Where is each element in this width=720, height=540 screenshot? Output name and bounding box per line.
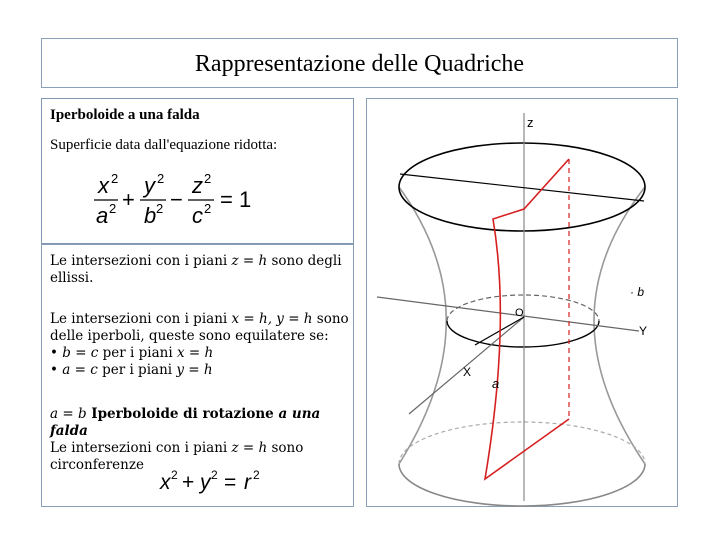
eq-x-num: x [98,173,109,198]
hyperboloid-equation [90,169,270,239]
math-span: a = b [50,406,87,422]
text-span: Le intersezioni con i piani [50,440,232,456]
eq-y-exp: 2 [157,171,165,186]
text-span: sono circonferenze [50,440,304,473]
math-span: x = h [176,345,214,361]
bold-span: Iperboloide di rotazione [86,406,279,422]
text-span: sono degli ellissi. [50,253,342,286]
text-span: Le intersezioni con i piani [50,253,232,269]
math-span: y = h [176,362,213,378]
label-origin: O [515,307,524,319]
circ-y-exp: 2 [211,468,218,482]
math-span: z = h [231,253,268,269]
label-a: a [492,376,500,391]
math-span: a = c [62,362,98,378]
label-x: X [463,365,472,379]
eq-a-exp: 2 [109,201,117,216]
circ-x: x [160,471,171,494]
bold-italic-span: a una falda [50,406,321,439]
waist-ellipse-front [447,321,599,347]
eq-minus: − [170,187,183,212]
circ-equals: = [224,471,237,494]
section-subtitle: Superficie data dall'equazione ridotta: [50,137,278,153]
paragraph-rotation [50,406,350,474]
circ-y: y [200,471,211,494]
math-span: x = h, y = h [231,311,313,327]
circ-x-exp: 2 [171,468,178,482]
page-title: Rappresentazione delle Quadriche [194,51,525,77]
label-b: · b [630,285,645,299]
eq-plus: + [122,187,135,212]
paragraph-hyperbolas [50,311,350,379]
right-contour [594,187,648,464]
hyperboloid-figure [367,99,679,508]
paragraph-ellipses [50,253,350,287]
definition-panel [41,98,354,244]
eq-a-den: a [96,203,109,228]
eq-z-exp: 2 [204,171,212,186]
eq-y-num: y [144,173,155,198]
circ-r: r [244,471,251,494]
bottom-ellipse-front [399,464,645,506]
eq-equals-one: = 1 [220,187,252,212]
hyperbola-section [485,159,569,479]
left-contour [399,187,446,464]
label-z: z [527,115,534,130]
math-span: z = h [231,440,268,456]
eq-c-den: c [192,203,203,228]
circ-r-exp: 2 [253,468,260,482]
text-span: Le intersezioni con i piani [50,311,232,327]
text-span: per i piani [97,362,177,378]
text-span: per i piani [98,345,177,361]
math-span: b = c [62,345,99,361]
bottom-ellipse-back [399,422,645,464]
eq-b-den: b [144,203,157,228]
bullet-mark: • [50,345,63,361]
eq-z-num: z [192,173,203,198]
circle-equation [156,467,276,497]
top-diameter [400,174,644,201]
section-heading: Iperboloide a una falda [50,107,200,123]
eq-x-exp: 2 [111,171,119,186]
eq-c-exp: 2 [204,201,212,216]
text-span: sono delle iperboli, queste sono equilatere se: [50,311,349,344]
bullet-mark: • [50,362,63,378]
figure-panel [366,98,678,507]
label-y: Y [639,324,648,338]
circ-plus: + [182,471,195,494]
title-box [41,38,678,88]
eq-b-exp: 2 [156,201,164,216]
properties-panel [41,244,354,507]
